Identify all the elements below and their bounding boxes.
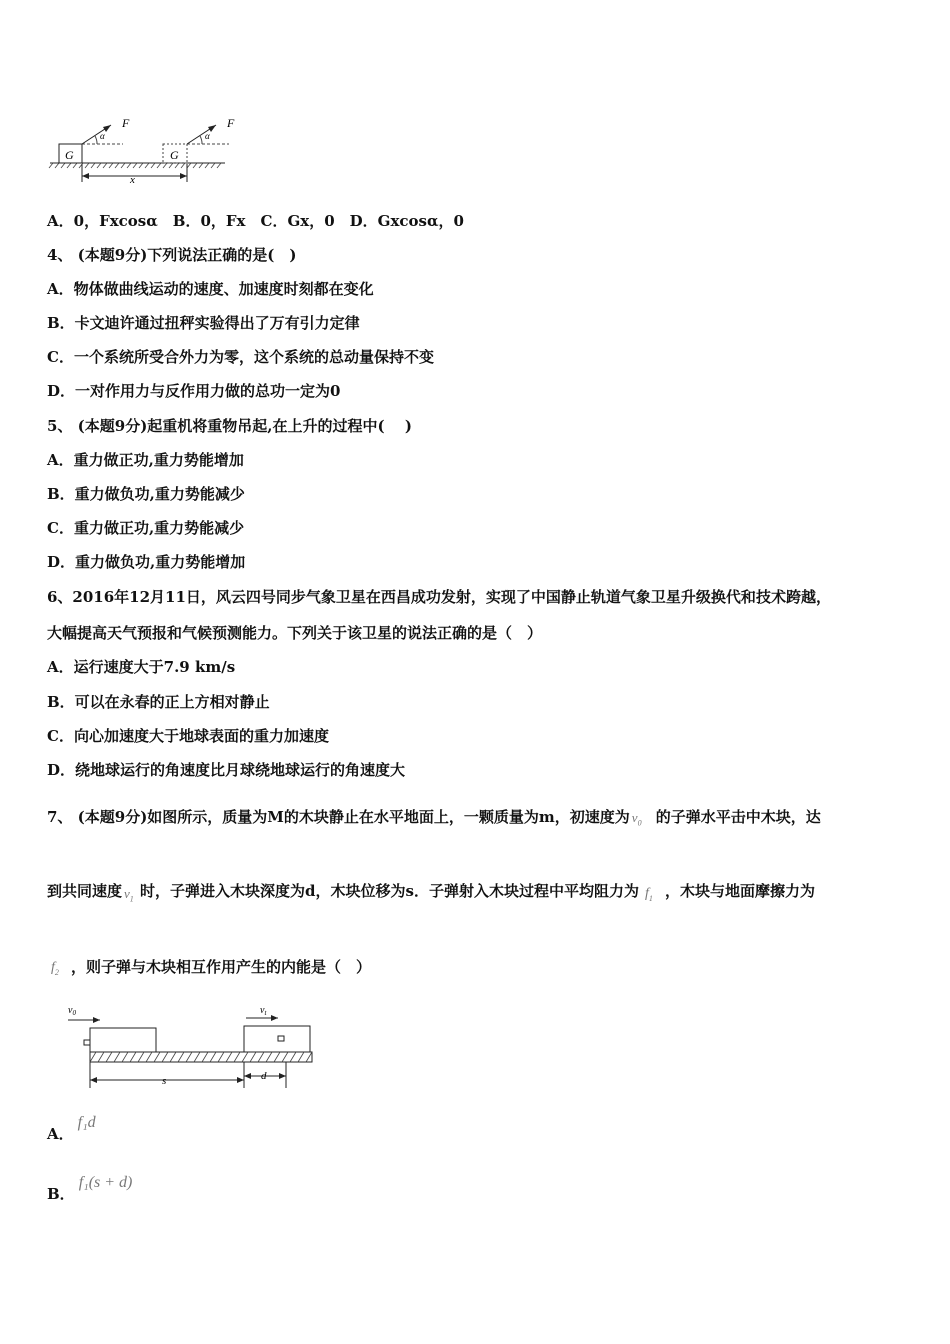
q6-option-a: A．运行速度大于7.9 km/s	[47, 658, 236, 676]
angle-label-right: α	[205, 131, 210, 141]
bullet-embedded	[278, 1036, 284, 1041]
q6-stem-line1: 6、2016年12月11日，风云四号同步气象卫星在西昌成功发射，实现了中国静止轨道气象卫星升级换代和技术跨越，	[47, 588, 831, 606]
q7-stem-line2: 到共同速度 $v_1$ 时，子弹进入木块深度为d，木块位移为s．子弹射入木块过程中平均阻力为 $f_1$ ，木块与地面摩擦力为	[47, 882, 815, 904]
q7-option-a: A．f₁d	[47, 1114, 96, 1143]
q4-option-c: C．一个系统所受合外力为零，这个系统的总动量保持不变	[47, 348, 434, 366]
angle-label-left: α	[100, 131, 105, 141]
figure-block-displacement	[45, 112, 255, 187]
ground-hatching	[49, 163, 221, 168]
q6-stem-line2: 大幅提高天气预报和气候预测能力。下列关于该卫星的说法正确的是（ ）	[47, 624, 543, 642]
q5-stem: 5、 (本题9分)起重机将重物吊起,在上升的过程中( )	[47, 417, 412, 435]
block-final	[244, 1026, 310, 1052]
fig-vt-label: $v_t$	[260, 1005, 267, 1017]
q6-option-c: C．向心加速度大于地球表面的重力加速度	[47, 727, 329, 745]
block-initial	[90, 1028, 156, 1052]
fig-d-label: d	[261, 1070, 267, 1082]
distance-label: x	[130, 174, 135, 186]
q5-option-d: D．重力做负功,重力势能增加	[47, 553, 246, 571]
q4-option-a: A．物体做曲线运动的速度、加速度时刻都在变化	[47, 280, 374, 298]
q4-option-d: D．一对作用力与反作用力做的总功一定为0	[47, 382, 341, 400]
q5-option-a: A．重力做正功,重力势能增加	[47, 451, 244, 469]
q3-options: A．0，Fxcosα B．0，Fx C．Gx，0 D．Gxcosα，0	[47, 212, 464, 230]
q4-option-b: B．卡文迪许通过扭秤实验得出了万有引力定律	[47, 314, 360, 332]
fig-v0-label: $v_0$	[68, 1005, 76, 1017]
q7-option-b: B．f₁(s + d)	[47, 1174, 133, 1203]
ground-hatching-2	[90, 1052, 312, 1062]
q5-option-b: B．重力做负功,重力势能减少	[47, 485, 245, 503]
block-label-right: G	[170, 148, 179, 162]
force-label-left: F	[122, 116, 130, 130]
q6-option-d: D．绕地球运行的角速度比月球绕地球运行的角速度大	[47, 761, 406, 779]
figure-bullet-block	[60, 1000, 330, 1095]
fig-s-label: s	[162, 1075, 167, 1087]
q7-stem-line3: $f_2$ ，则子弹与木块相互作用产生的内能是（ ）	[51, 958, 372, 977]
q5-option-c: C．重力做正功,重力势能减少	[47, 519, 245, 537]
block-label-left: G	[65, 148, 74, 162]
q7-stem-line1: 7、 (本题9分)如图所示，质量为M的木块静止在水平地面上，一颗质量为m，初速度为 $v_0$ 的子弹水平击中木块，达	[47, 808, 821, 828]
q4-stem: 4、 (本题9分)下列说法正确的是( )	[47, 246, 297, 264]
force-label-right: F	[227, 116, 235, 130]
q6-option-b: B．可以在永春的正上方相对静止	[47, 693, 270, 711]
bullet-initial	[84, 1040, 90, 1045]
